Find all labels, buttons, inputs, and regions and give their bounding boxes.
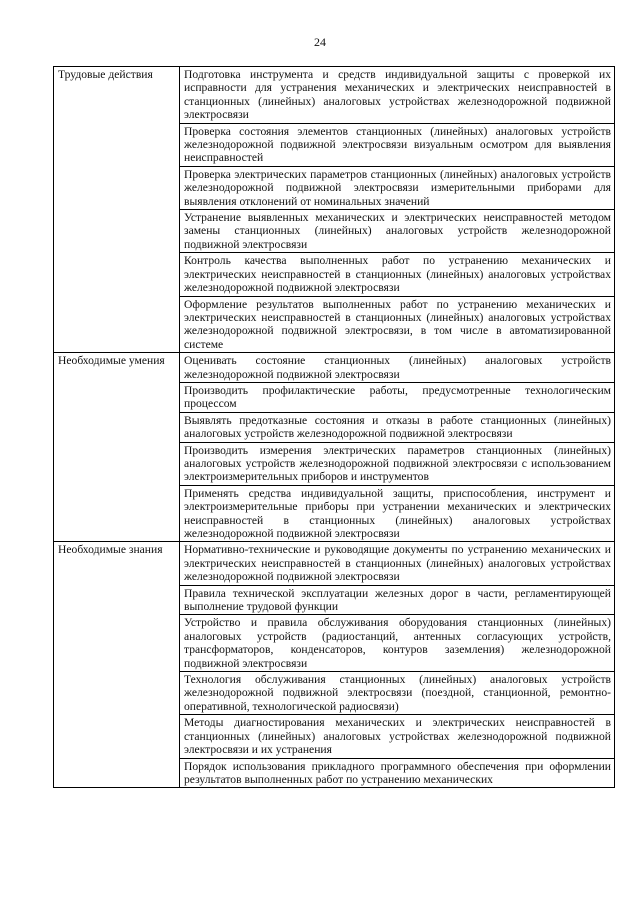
table-cell: Выявлять предотказные состояния и отказы в работе станционных (линейных) аналоговых устройств железнодорожной подвижной электросвязи bbox=[180, 412, 615, 442]
table-cell: Производить измерения электрических параметров станционных (линейных) аналоговых устройств железнодорожной подвижной электросвязи с использованием электроизмерительных приборов и инструментов bbox=[180, 442, 615, 485]
table-row bbox=[54, 353, 615, 383]
table-cell: Контроль качества выполненных работ по устранению механических и электрических неисправностей в станционных (линейных) аналоговых устройствах железнодорожной подвижной электросвязи bbox=[180, 253, 615, 296]
table-cell: Проверка электрических параметров станционных (линейных) аналоговых устройств железнодорожной подвижной электросвязи измерительными приборами для выявления отклонений от номинальных значений bbox=[180, 166, 615, 209]
table-cell: Нормативно-технические и руководящие документы по устранению механических и электрических неисправностей в станционных (линейных) аналоговых устройствах железнодорожной подвижной электросвязи bbox=[180, 542, 615, 585]
table-cell: Правила технической эксплуатации железных дорог в части, регламентирующей выполнение трудовой функции bbox=[180, 585, 615, 615]
table-cell: Производить профилактические работы, предусмотренные технологическим процессом bbox=[180, 382, 615, 412]
table-row bbox=[54, 542, 615, 585]
table-cell: Подготовка инструмента и средств индивидуальной защиты с проверкой их исправности для устранения механических и электрических неисправностей в станционных (линейных) аналоговых устройствах железнодорожной подвижной электросвязи bbox=[180, 67, 615, 124]
table-cell: Оценивать состояние станционных (линейных) аналоговых устройств железнодорожной подвижной электросвязи bbox=[180, 353, 615, 383]
table-cell: Технология обслуживания станционных (линейных) аналоговых устройств железнодорожной подвижной электросвязи (поездной, станционной, ремонтно-оперативной, технологической радиосвязи) bbox=[180, 672, 615, 715]
table-cell: Проверка состояния элементов станционных (линейных) аналоговых устройств железнодорожной подвижной электросвязи визуальным осмотром для выявления неисправностей bbox=[180, 123, 615, 166]
table-cell: Устройство и правила обслуживания оборудования станционных (линейных) аналоговых устройств (радиостанций, антенных согласующих устройств, трансформаторов, конденсаторов, контуров заземления) железнодорожной подвижной электросвязи bbox=[180, 615, 615, 672]
table-cell: Применять средства индивидуальной защиты, приспособления, инструмент и электроизмерительные приборы при устранении механических и электрических неисправностей в станционных (линейных) аналоговых устройствах железнодорожной подвижной электросвязи bbox=[180, 485, 615, 542]
section-label-required-knowledge: Необходимые знания bbox=[54, 542, 180, 788]
requirements-table bbox=[53, 66, 615, 788]
table-cell: Методы диагностирования механических и электрических неисправностей в станционных (линейных) аналоговых устройствах железнодорожной подвижной электросвязи и их устранения bbox=[180, 715, 615, 758]
table-cell: Устранение выявленных механических и электрических неисправностей методом замены станционных (линейных) аналоговых устройств железнодорожной подвижной электросвязи bbox=[180, 210, 615, 253]
section-label-labor-actions: Трудовые действия bbox=[54, 67, 180, 353]
section-label-required-skills: Необходимые умения bbox=[54, 353, 180, 542]
table-cell: Оформление результатов выполненных работ по устранению механических и электрических неисправностей в станционных (линейных) аналоговых устройствах железнодорожной подвижной электросвязи, в том числе в автоматизированной системе bbox=[180, 296, 615, 353]
page-number: 24 bbox=[314, 35, 326, 49]
table-row bbox=[54, 67, 615, 124]
table-cell: Порядок использования прикладного программного обеспечения при оформлении результатов выполненных работ по устранению механических bbox=[180, 758, 615, 788]
